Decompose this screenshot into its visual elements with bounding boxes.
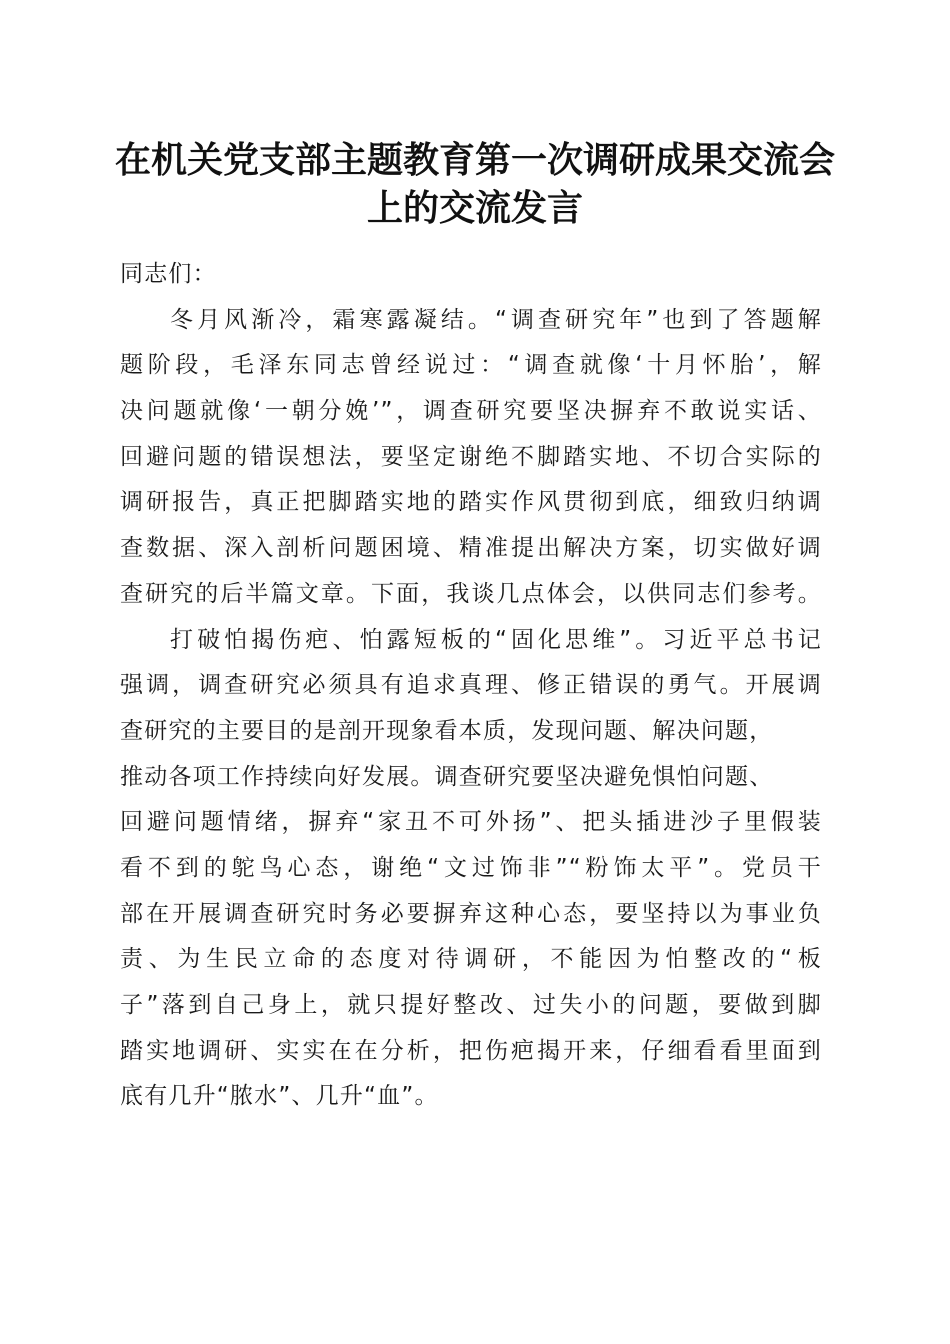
paragraph-line: 冬月风渐冷，霜寒露凝结。“调查研究年”也到了答题解 <box>170 306 822 333</box>
paragraph-line: 推动各项工作持续向好发展。调查研究要坚决避免惧怕问题、 <box>120 763 774 790</box>
paragraph-line: 调研报告，真正把脚踏实地的踏实作风贯彻到底，细致归纳调 <box>120 489 822 516</box>
paragraph-line: 查研究的主要目的是剖开现象看本质，发现问题、解决问题， <box>120 717 774 744</box>
paragraph-line: 责、为生民立命的态度对待调研，不能因为怕整改的“板 <box>120 946 822 973</box>
paragraph-line: 查数据、深入剖析问题困境、精准提出解决方案，切实做好调 <box>120 535 822 562</box>
paragraph-line: 底有几升“脓水”、几升“血”。 <box>120 1083 439 1110</box>
paragraph-line: 强调，调查研究必须具有追求真理、修正错误的勇气。开展调 <box>120 672 822 699</box>
paragraph-line: 回避问题情绪，摒弃“家丑不可外扬”、把头插进沙子里假装 <box>120 809 822 836</box>
document-title <box>100 136 850 232</box>
paragraph-line: 打破怕揭伤疤、怕露短板的“固化思维”。习近平总书记 <box>170 626 822 653</box>
salutation: 同志们： <box>120 261 217 287</box>
document-body <box>120 252 822 1120</box>
paragraph-line: 部在开展调查研究时务必要摒弃这种心态，要坚持以为事业负 <box>120 900 822 927</box>
paragraph-line: 决问题就像‘一朝分娩’”，调查研究要坚决摒弃不敢说实话、 <box>120 398 822 425</box>
title-line-1: 在机关党支部主题教育第一次调研成果交流会 <box>114 139 835 181</box>
title-line-2: 上的交流发言 <box>366 187 583 229</box>
paragraph-line: 看不到的鸵鸟心态，谢绝“文过饰非”“粉饰太平”。党员干 <box>120 854 822 881</box>
paragraph-line: 题阶段，毛泽东同志曾经说过：“调查就像‘十月怀胎’，解 <box>120 352 822 379</box>
paragraph-line: 子”落到自己身上，就只提好整改、过失小的问题，要做到脚 <box>120 992 822 1018</box>
paragraph-line: 查研究的后半篇文章。下面，我谈几点体会，以供同志们参考。 <box>120 580 822 607</box>
paragraph-2 <box>120 618 822 1121</box>
paragraph-1 <box>120 298 822 618</box>
paragraph-line: 踏实地调研、实实在在分析，把伤疤揭开来，仔细看看里面到 <box>120 1037 822 1064</box>
paragraph-line: 回避问题的错误想法，要坚定谢绝不脚踏实地、不切合实际的 <box>120 443 822 470</box>
